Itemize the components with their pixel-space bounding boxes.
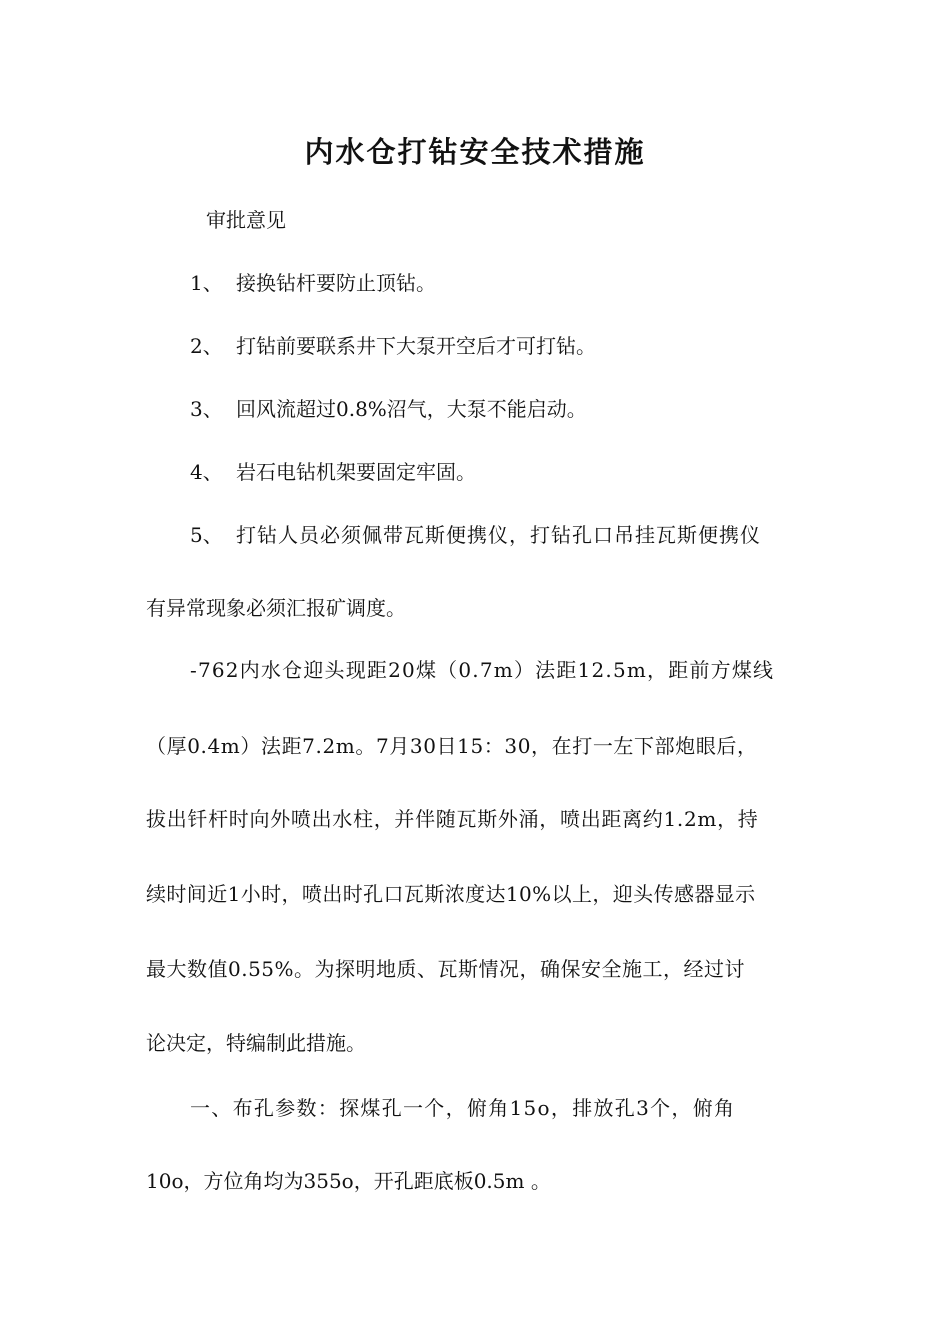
list-item-number: 4、 xyxy=(190,460,223,484)
approval-label: 审批意见 xyxy=(206,208,286,232)
list-item xyxy=(190,332,596,360)
section-line: 10o，方位角均为355o，开孔距底板0.5m 。 xyxy=(146,1169,551,1193)
paragraph-line: 拔出钎杆时向外喷出水柱，并伴随瓦斯外涌，喷出距离约1.2m，持 xyxy=(146,807,759,831)
list-item xyxy=(190,458,476,486)
list-item-text: 打钻前要联系井下大泵开空后才可打钻。 xyxy=(236,334,596,358)
paragraph-line: （厚0.4m）法距7.2m。7月30日15：30，在打一左下部炮眼后， xyxy=(146,734,758,758)
list-item-number: 3、 xyxy=(190,397,223,421)
list-item-continued: 有异常现象必须汇报矿调度。 xyxy=(146,596,406,620)
paragraph-line: -762内水仓迎头现距20煤（0.7m）法距12.5m，距前方煤线 xyxy=(190,658,775,682)
list-item xyxy=(190,395,587,423)
paragraph-line: 最大数值0.55%。为探明地质、瓦斯情况，确保安全施工，经过讨 xyxy=(146,957,746,981)
paragraph-end: 论决定，特编制此措施。 xyxy=(146,1031,366,1055)
list-item-number: 1、 xyxy=(190,271,223,295)
list-item-text: 接换钻杆要防止顶钻。 xyxy=(236,271,436,295)
list-item-text: 打钻人员必须佩带瓦斯便携仪，打钻孔口吊挂瓦斯便携仪 xyxy=(236,523,761,547)
list-item-text: 岩石电钻机架要固定牢固。 xyxy=(236,460,476,484)
section-line: 一、布孔参数：探煤孔一个，俯角15o，排放孔3个，俯角 xyxy=(190,1096,736,1120)
paragraph-line: 续时间近1小时，喷出时孔口瓦斯浓度达10%以上，迎头传感器显示 xyxy=(146,882,756,906)
list-item-text: 回风流超过0.8%沼气，大泵不能启动。 xyxy=(236,397,587,421)
list-item xyxy=(190,269,436,297)
document-title: 内水仓打钻安全技术措施 xyxy=(304,135,646,169)
list-item-number: 2、 xyxy=(190,334,223,358)
list-item xyxy=(190,521,761,549)
list-item-number: 5、 xyxy=(190,523,223,547)
